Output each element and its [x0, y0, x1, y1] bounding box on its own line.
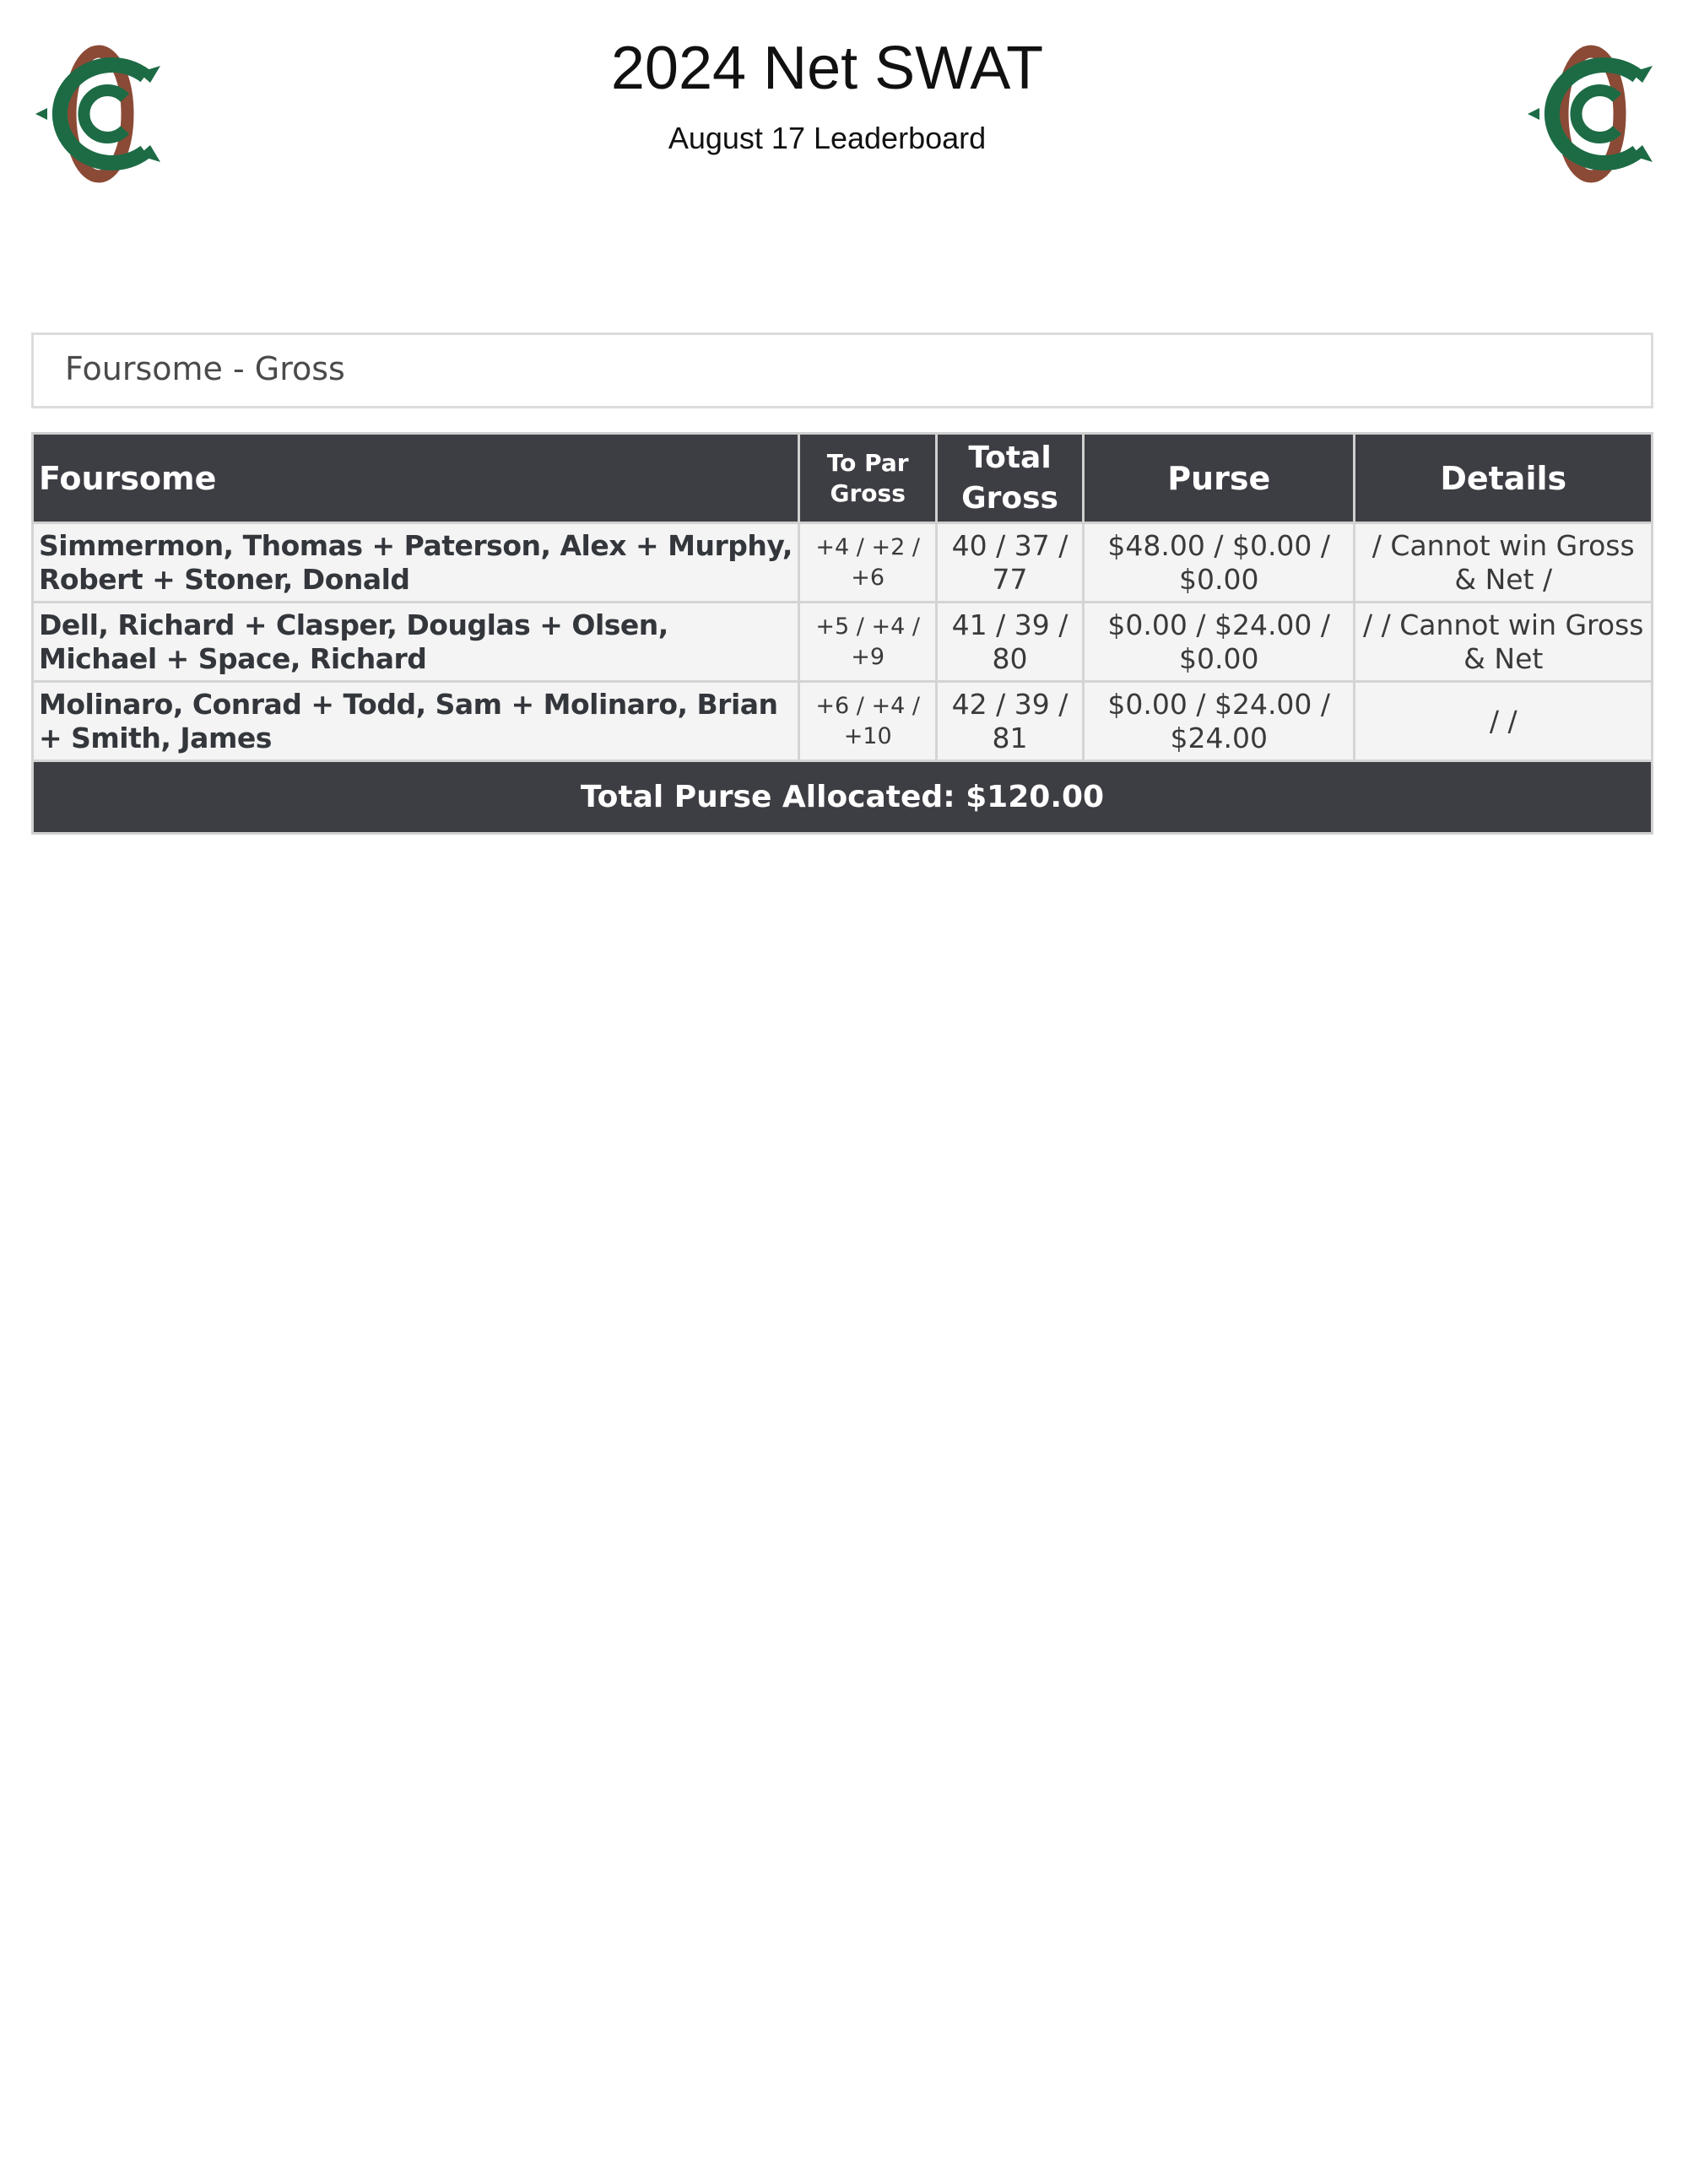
column-header-total-line1: Total	[968, 440, 1052, 475]
column-header-purse: Purse	[1083, 434, 1355, 523]
foursome-cell: Simmermon, Thomas + Paterson, Alex + Murphy, Robert + Stoner, Donald	[33, 523, 799, 603]
section-title: Foursome - Gross	[65, 350, 345, 387]
total-gross-cell: 42 / 39 / 81	[937, 682, 1084, 761]
total-gross-cell: 41 / 39 / 80	[937, 603, 1084, 682]
column-header-total-gross	[937, 434, 1084, 523]
section-header	[31, 332, 1653, 408]
page-subtitle: August 17 Leaderboard	[668, 121, 987, 155]
column-header-to-par-line2: Gross	[830, 478, 906, 507]
table-row	[33, 682, 1653, 761]
to-par-cell: +5 / +4 / +9	[799, 603, 937, 682]
total-row	[33, 761, 1653, 834]
details-cell: / Cannot win Gross & Net /	[1355, 523, 1653, 603]
purse-cell: $48.00 / $0.00 / $0.00	[1083, 523, 1355, 603]
to-par-cell: +4 / +2 / +6	[799, 523, 937, 603]
column-header-to-par-gross	[799, 434, 937, 523]
table-row	[33, 523, 1653, 603]
purse-cell: $0.00 / $24.00 / $24.00	[1083, 682, 1355, 761]
column-header-total-line2: Gross	[961, 480, 1058, 516]
leaderboard-table	[31, 432, 1653, 835]
column-header-to-par-line1: To Par	[826, 448, 909, 477]
foursome-cell: Dell, Richard + Clasper, Douglas + Olsen, Michael + Space, Richard	[33, 603, 799, 682]
total-purse-allocated: Total Purse Allocated: $120.00	[33, 761, 1653, 834]
to-par-cell: +6 / +4 / +10	[799, 682, 937, 761]
total-gross-cell: 40 / 37 / 77	[937, 523, 1084, 603]
details-cell: / / Cannot win Gross & Net	[1355, 603, 1653, 682]
column-header-details: Details	[1355, 434, 1653, 523]
table-row	[33, 603, 1653, 682]
page-title: 2024 Net SWAT	[610, 35, 1044, 102]
table-header-row	[33, 434, 1653, 523]
purse-cell: $0.00 / $24.00 / $0.00	[1083, 603, 1355, 682]
foursome-cell: Molinaro, Conrad + Todd, Sam + Molinaro, Brian + Smith, James	[33, 682, 799, 761]
column-header-foursome: Foursome	[33, 434, 799, 523]
details-cell: / /	[1355, 682, 1653, 761]
